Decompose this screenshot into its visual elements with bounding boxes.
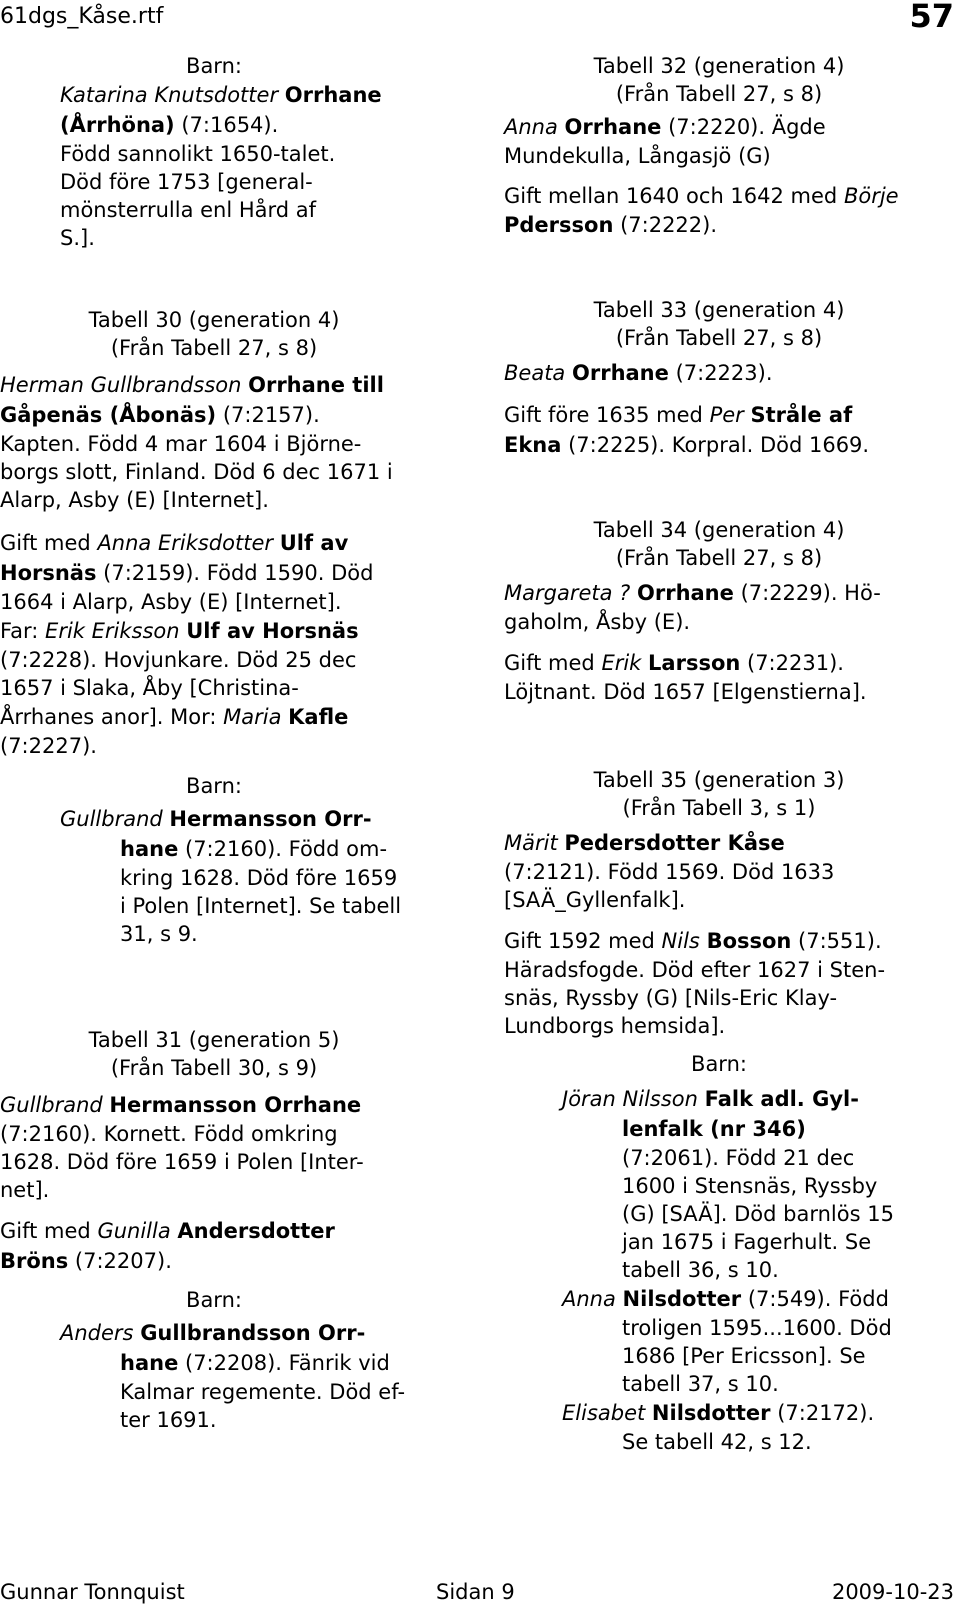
table-source: (Från Tabell 27, s 8)	[615, 546, 823, 570]
footer-page: Sidan 9	[436, 1580, 515, 1604]
table-30: Tabell 30 (generation 4) (Från Tabell 27, s 8) Herman Gullbrandsson Orrhane till Gåpenäs (Åbonäs) (7:2157). Kapten. Född 4 mar 1604 i Björne- borgs slott, Finland. Död 6 dec 1671 i Alarp, Asby (E) [Internet]. Gift med Anna Eriksdotter Ulf av Horsnäs (7:2159). Född 1590. Död 1664 i Alarp, Asby (E) [Internet]. Far: Erik Eriksson Ulf av Horsnäs (7:2228). Hovjunkare. Död 25 dec 1657 i Slaka, Åby [Christina- Årrhanes anor]. Mor: Maria Kafle (7:2227). Barn: Gullbrand Hermansson Orr- hane (7:2160). Född om- kring 1628. Död före 1659 i Polen [Internet]. Se tabell 31, s 9.	[0, 306, 440, 948]
table-heading: Tabell 30 (generation 4)	[88, 308, 340, 332]
table-source: (Från Tabell 27, s 8)	[110, 336, 318, 360]
barn-label: Barn:	[186, 54, 242, 78]
barn-label: Barn:	[186, 774, 242, 798]
page-number: 57	[909, 0, 954, 35]
table-33: Tabell 33 (generation 4) (Från Tabell 27, s 8) Beata Orrhane (7:2223). Gift före 1635 med Per Stråle af Ekna (7:2225). Korpral. Död 1669.	[504, 296, 960, 460]
barn-label: Barn:	[186, 1288, 242, 1312]
table-35: Tabell 35 (generation 3) (Från Tabell 3, s 1) Märit Pedersdotter Kåse (7:2121). Född 1569. Död 1633 [SAÄ_Gyllenfalk]. Gift 1592 med Nils Bosson (7:551). Häradsfogde. Död efter 1627 i Sten- snäs, Ryssby (G) [Nils-Eric Klay- Lundborgs hemsida]. Barn: Jöran Nilsson Falk adl. Gyl- lenfalk (nr 346) (7:2061). Född 21 dec 1600 i Stensnäs, Ryssby (G) [SAÄ]. Död barnlös 15 jan 1675 i Fagerhult. Se tabell 36, s 10. Anna Nilsdotter (7:549). Född troligen 1595...1600. Död 1686 [Per Ericsson]. Se tabell 37, s 10. Elisabet Nilsdotter (7:2172). Se tabell 42, s 12.	[504, 766, 960, 1456]
child-entry: Gullbrand Hermansson Orr- hane (7:2160). Född om- kring 1628. Död före 1659 i Polen [Internet]. Se tabell 31, s 9.	[60, 807, 402, 946]
child-entry-joran: Jöran Nilsson Falk adl. Gyl- lenfalk (nr 346) (7:2061). Född 21 dec 1600 i Stensnäs, Ryssby (G) [SAÄ]. Död barnlös 15 jan 1675 i Fagerhult. Se tabell 36, s 10.	[562, 1087, 894, 1282]
table-heading: Tabell 35 (generation 3)	[593, 768, 845, 792]
table-31: Tabell 31 (generation 5) (Från Tabell 30, s 9) Gullbrand Hermansson Orrhane (7:2160). Kornett. Född omkring 1628. Död före 1659 i Polen [Inter- net]. Gift med Gunilla Andersdotter Bröns (7:2207). Barn: Anders Gullbrandsson Orr- hane (7:2208). Fänrik vid Kalmar regemente. Död ef- ter 1691.	[0, 1026, 440, 1434]
child-entry-anna: Anna Nilsdotter (7:549). Född troligen 1595...1600. Död 1686 [Per Ericsson]. Se tabell 37, s 10.	[562, 1287, 892, 1396]
barn-label: Barn:	[691, 1052, 747, 1076]
child-entry-elisabet: Elisabet Nilsdotter (7:2172). Se tabell 42, s 12.	[562, 1401, 875, 1454]
table-source: (Från Tabell 3, s 1)	[622, 796, 816, 820]
left-column	[0, 52, 440, 252]
table-source: (Från Tabell 27, s 8)	[615, 326, 823, 350]
table-heading: Tabell 31 (generation 5)	[88, 1028, 340, 1052]
surname: Orrhane (Årrhöna)	[60, 83, 382, 137]
table-34: Tabell 34 (generation 4) (Från Tabell 27, s 8) Margareta ? Orrhane (7:2229). Hö- gaholm, Åsby (E). Gift med Erik Larsson (7:2231). Löjtnant. Död 1657 [Elgenstierna].	[504, 516, 960, 706]
table-source: (Från Tabell 30, s 9)	[110, 1056, 318, 1080]
child-entry-katarina: Katarina Knutsdotter Orrhane (Årrhöna) (7:1654). Född sannolikt 1650-talet. Död före 1753 [general- mönsterrulla enl Hård af S.].	[60, 83, 382, 250]
child-entry: Anders Gullbrandsson Orr- hane (7:2208). Fänrik vid Kalmar regemente. Död ef- ter 1691.	[60, 1321, 406, 1432]
footer-date: 2009-10-23	[831, 1580, 954, 1604]
table-heading: Tabell 33 (generation 4)	[593, 298, 845, 322]
file-name: 61dgs_Kåse.rtf	[0, 4, 164, 29]
table-heading: Tabell 32 (generation 4)	[593, 54, 845, 78]
footer-author: Gunnar Tonnquist	[0, 1580, 185, 1604]
table-source: (Från Tabell 27, s 8)	[615, 82, 823, 106]
table-32: Tabell 32 (generation 4) (Från Tabell 27, s 8) Anna Orrhane (7:2220). Ägde Mundekulla, Långasjö (G) Gift mellan 1640 och 1642 med Börje Pdersson (7:2222).	[504, 52, 960, 240]
table-heading: Tabell 34 (generation 4)	[593, 518, 845, 542]
